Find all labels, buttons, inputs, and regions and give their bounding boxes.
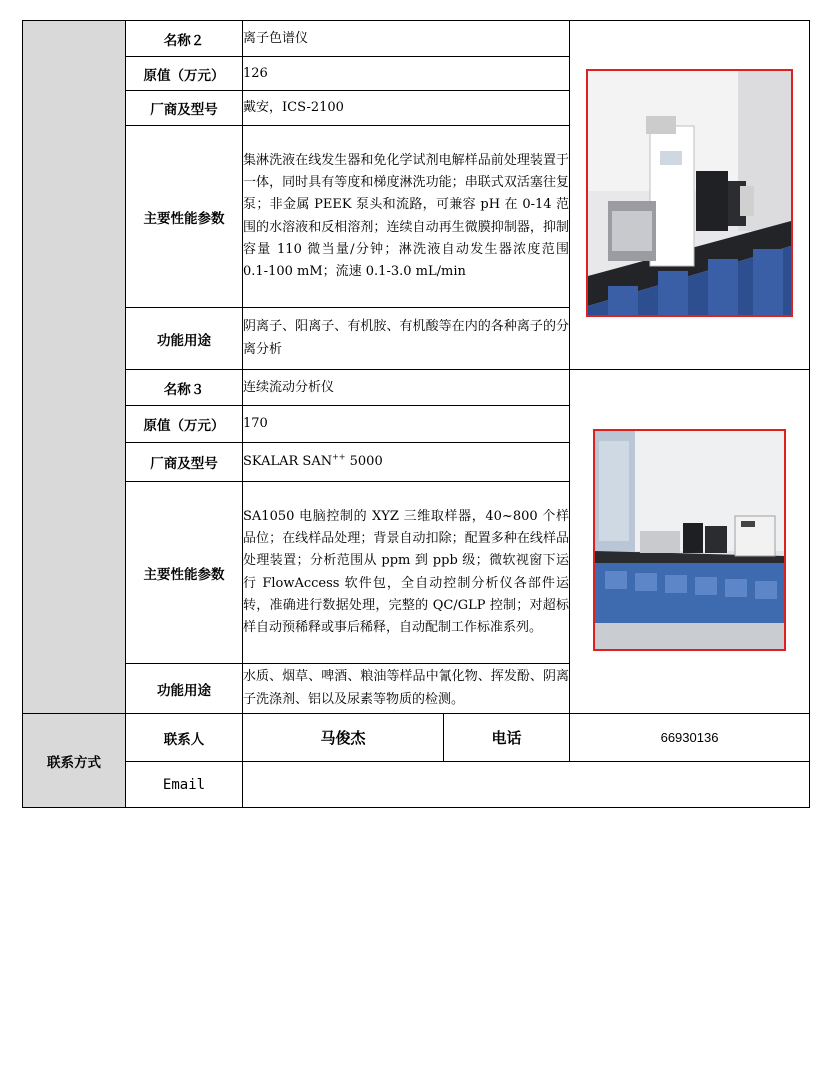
ion-chromatograph-photo: [586, 69, 793, 317]
inst2-use-label: 功能用途: [126, 308, 243, 370]
contact-section-label: 联系方式: [23, 714, 126, 808]
inst3-vendor-value: [243, 443, 570, 482]
contact-phone-value: 66930136: [570, 714, 810, 762]
inst2-name-row: [23, 21, 810, 57]
inst3-vendor-tail: 5000: [345, 454, 383, 469]
inst2-name-value: 离子色谱仪: [243, 21, 570, 57]
contact-email-label: Email: [126, 762, 243, 808]
contact-phone-label: 电话: [444, 714, 570, 762]
inst3-params-value: SA1050 电脑控制的 XYZ 三维取样器，40~800 个样品位；在线样品处理；背景自动扣除；配置多种在线样品处理装置；分析范围从 ppm 到 ppb 级；微软视窗下运行 FlowAccess 软件包，全自动控制分析仪各部件运转，准确进行数据处理，完整的 QC/GLP 控制；对超标样自动预稀释或事后稀释，自动配制工作标准系列。: [243, 482, 570, 664]
section-gray-cell: [23, 21, 126, 714]
inst3-photo-cell: [570, 370, 810, 714]
inst2-name-label: 名称２: [126, 21, 243, 57]
contact-person-value: 马俊杰: [243, 714, 444, 762]
inst3-price-label: 原值（万元）: [126, 406, 243, 443]
inst3-price-value: 170: [243, 406, 570, 443]
inst2-params-value: 集淋洗液在线发生器和免化学试剂电解样品前处理装置于一体，同时具有等度和梯度淋洗功能；串联式双活塞往复泵；非金属 PEEK 泵头和流路，可兼容 pH 在 0-14 范围的水溶液和反相溶剂；连续自动再生微膜抑制器，抑制容量 110 微当量/分钟；淋洗液自动发生器浓度范围 0.1-100 mM；流速 0.1-3.0 mL/min: [243, 126, 570, 308]
inst3-name-row: [23, 370, 810, 406]
inst2-use-value: 阴离子、阳离子、有机胺、有机酸等在内的各种离子的分离分析: [243, 308, 570, 370]
contact-email-value: [243, 762, 810, 808]
inst3-vendor-label: 厂商及型号: [126, 443, 243, 482]
inst2-photo-cell: [570, 21, 810, 370]
inst2-price-label: 原值（万元）: [126, 57, 243, 91]
inst2-params-label: 主要性能参数: [126, 126, 243, 308]
inst3-params-label: 主要性能参数: [126, 482, 243, 664]
contact-email-row: [23, 762, 810, 808]
inst2-vendor-value: 戴安，ICS-2100: [243, 91, 570, 126]
inst3-name-label: 名称３: [126, 370, 243, 406]
inst3-vendor-main: SKALAR SAN: [243, 454, 333, 469]
inst3-name-value: 连续流动分析仪: [243, 370, 570, 406]
inst2-vendor-label: 厂商及型号: [126, 91, 243, 126]
inst2-price-value: 126: [243, 57, 570, 91]
inst3-use-label: 功能用途: [126, 664, 243, 714]
inst3-use-value: 水质、烟草、啤酒、粮油等样品中氰化物、挥发酚、阴离子洗涤剂、铝以及尿素等物质的检测。: [243, 664, 570, 714]
equipment-table: [22, 20, 810, 808]
contact-person-row: [23, 714, 810, 762]
flow-analyzer-photo: [593, 429, 786, 651]
contact-person-label: 联系人: [126, 714, 243, 762]
inst3-vendor-sup: ++: [332, 452, 346, 462]
